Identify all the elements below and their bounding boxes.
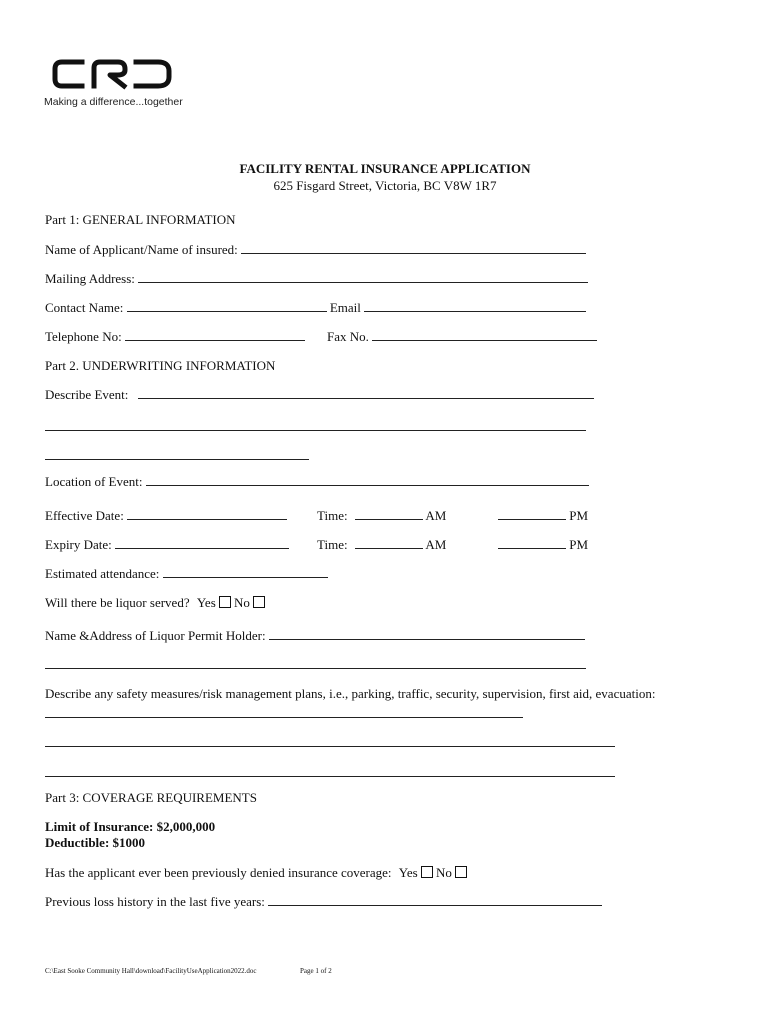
telephone-row [45,329,305,345]
part1-heading: Part 1: GENERAL INFORMATION [45,212,236,227]
safety-label: Describe any safety measures/risk management plans, i.e., parking, traffic, security, supervision, first aid, evacuation: [45,686,656,701]
fax-row [327,329,597,345]
expiry-pm-field[interactable] [498,537,566,549]
denied-yes-label: Yes [398,865,418,880]
liquor-yes-checkbox[interactable] [219,596,231,608]
deductible: Deductible: $1000 [45,835,146,850]
safety-line-2[interactable] [45,735,615,747]
expiry-am-field[interactable] [355,537,423,549]
describe-label: Describe Event: [45,387,129,402]
limit-of-insurance: Limit of Insurance: $2,000,000 [45,819,216,834]
describe-line-3[interactable] [45,448,309,460]
expiry-time-row [317,537,446,553]
permit-row [45,628,585,644]
am-label: AM [425,537,447,552]
denied-no-label: No [435,865,452,880]
loss-label: Previous loss history in the last five years: [45,894,265,909]
part3-heading: Part 3: COVERAGE REQUIREMENTS [45,790,257,805]
footer-file-path: C:\East Sooke Community Hall\download\FacilityUseApplication2022.doc [45,967,257,975]
effective-time-row [317,508,446,524]
safety-line-1[interactable] [45,706,523,718]
attendance-field[interactable] [163,566,328,578]
applicant-label: Name of Applicant/Name of insured: [45,242,238,257]
location-field[interactable] [146,474,589,486]
logo-tagline: Making a difference...together [44,96,183,108]
effective-date-field[interactable] [127,508,287,520]
denied-row [45,865,467,881]
email-field[interactable] [364,300,586,312]
liquor-row [45,595,265,611]
pm-label: PM [569,537,589,552]
describe-field[interactable] [138,387,594,399]
liquor-yes-label: Yes [196,595,216,610]
contact-row [45,300,586,316]
expiry-date-field[interactable] [115,537,289,549]
time-label: Time: [317,537,348,552]
loss-row [45,894,602,910]
effective-label: Effective Date: [45,508,124,523]
permit-field[interactable] [269,628,585,640]
crd-logo [52,58,174,90]
denied-label: Has the applicant ever been previously denied insurance coverage: [45,865,392,880]
mailing-field[interactable] [138,271,588,283]
document-title: FACILITY RENTAL INSURANCE APPLICATION [239,161,531,176]
loss-history-field[interactable] [268,894,602,906]
liquor-no-checkbox[interactable] [253,596,265,608]
liquor-label: Will there be liquor served? [45,595,190,610]
email-label: Email [329,300,361,315]
effective-row [45,508,287,524]
describe-line-2[interactable] [45,419,586,431]
am-label: AM [425,508,447,523]
footer-page-number: Page 1 of 2 [300,967,332,975]
safety-line-3[interactable] [45,765,615,777]
expiry-label: Expiry Date: [45,537,112,552]
permit-line-2[interactable] [45,657,586,669]
location-label: Location of Event: [45,474,143,489]
effective-am-field[interactable] [355,508,423,520]
location-row [45,474,589,490]
attendance-row [45,566,328,582]
time-label: Time: [317,508,348,523]
telephone-label: Telephone No: [45,329,122,344]
expiry-pm-row [498,537,588,553]
denied-no-checkbox[interactable] [455,866,467,878]
liquor-no-label: No [234,595,250,610]
effective-pm-field[interactable] [498,508,566,520]
attendance-label: Estimated attendance: [45,566,160,581]
mailing-row [45,271,588,287]
telephone-field[interactable] [125,329,305,341]
fax-field[interactable] [372,329,597,341]
pm-label: PM [569,508,589,523]
document-address: 625 Fisgard Street, Victoria, BC V8W 1R7 [273,178,497,193]
effective-pm-row [498,508,588,524]
applicant-row [45,242,586,258]
describe-row [45,387,594,403]
contact-field[interactable] [127,300,327,312]
contact-label: Contact Name: [45,300,124,315]
denied-yes-checkbox[interactable] [421,866,433,878]
part2-heading: Part 2. UNDERWRITING INFORMATION [45,358,276,373]
expiry-row [45,537,289,553]
applicant-field[interactable] [241,242,586,254]
fax-label: Fax No. [327,329,369,344]
mailing-label: Mailing Address: [45,271,135,286]
permit-label: Name &Address of Liquor Permit Holder: [45,628,266,643]
